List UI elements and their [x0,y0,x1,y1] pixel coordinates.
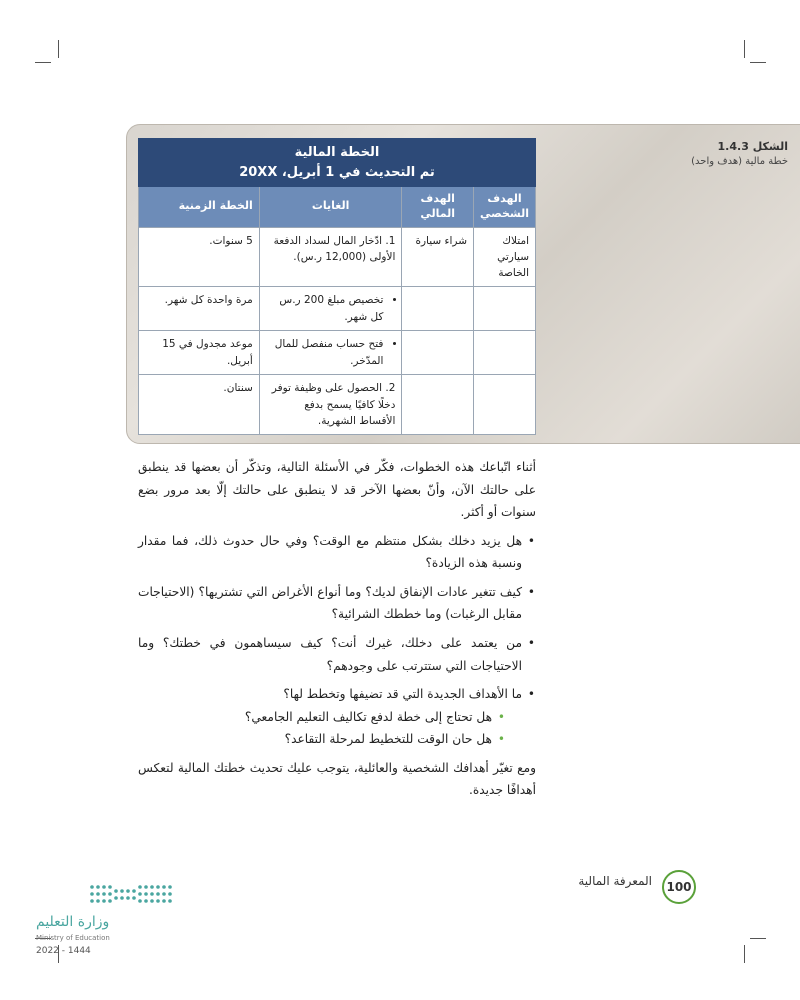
cell-timeline: مرة واحدة كل شهر. [139,287,260,331]
figure-description: خطة مالية (هدف واحد) [691,156,788,167]
cell-timeline: 5 سنوات. [139,227,260,287]
ministry-name-english: Ministry of Education [36,934,110,942]
question-item [138,683,522,751]
header-timeline: الخطة الزمنية [139,187,260,228]
book-title: المعرفة المالية [578,874,652,888]
header-financial-goal: الهدف المالي [402,187,474,228]
cell-financial-goal [402,287,474,331]
crop-mark [750,62,766,63]
sub-question-list [138,706,522,751]
table-row [139,227,536,287]
body-text [138,456,536,808]
header-objectives: الغايات [259,187,402,228]
cell-financial-goal: شراء سيارة [402,227,474,287]
financial-plan-table [138,138,536,435]
question-text: ما الأهداف الجديدة التي قد تضيفها وتخطط لها؟ [283,687,522,702]
objective-bullet: • فتح حساب منفصل للمال المدّخر. [266,336,384,369]
cell-financial-goal [402,375,474,435]
header-personal-goal: الهدف الشخصي [474,187,536,228]
question-item: • كيف تتغير عادات الإنفاق لديك؟ وما أنواع الأغراض التي تشتريها؟ (الاحتياجات مقابل الرغبات) وما خططك الشرائية؟ [138,581,522,626]
cell-personal-goal [474,375,536,435]
cell-personal-goal [474,331,536,375]
objective-bullet: • تخصيص مبلغ 200 ر.س كل شهر. [266,292,384,325]
cell-financial-goal [402,331,474,375]
crop-mark [744,945,745,963]
table-row [139,331,536,375]
ministry-name-arabic: وزارة التعليم [36,914,110,930]
crop-mark [750,938,766,939]
crop-mark [58,40,59,58]
question-item: • من يعتمد على دخلك، غيرك أنت؟ كيف سيساهمون في خطتك؟ وما الاحتياجات التي ستترتب على وجودهم؟ [138,632,522,677]
cell-personal-goal [474,287,536,331]
cell-objective: 1. ادّخار المال لسداد الدفعة الأولى (12,000 ر.س). [259,227,402,287]
closing-paragraph: ومع تغيّر أهدافك الشخصية والعائلية، يتوجب عليك تحديث خطتك المالية لتعكس أهدافًا جديدة. [138,760,536,798]
sub-question-item: • هل حان الوقت للتخطيط لمرحلة التقاعد؟ [138,728,492,751]
figure-caption [548,140,788,167]
question-list [138,530,536,751]
figure-number: الشكل 1.4.3 [717,140,788,153]
ministry-logo-icon [88,883,178,911]
page-number: 100 [662,870,696,904]
cell-personal-goal: امتلاك سيارتي الخاصة [474,227,536,287]
crop-mark [35,62,51,63]
table-title: الخطة المالية تم التحديث في 1 أبريل، 20XX [139,139,536,187]
cell-objective [259,331,402,375]
cell-timeline: موعد مجدول في 15 أبريل. [139,331,260,375]
table-row [139,375,536,435]
edition-year: 2022 - 1444 [36,946,91,956]
table-row [139,287,536,331]
intro-paragraph: أثناء اتّباعك هذه الخطوات، فكّر في الأسئلة التالية، وتذكّر أن بعضها قد ينطبق على حالتك الآن، وأنّ بعضها الآخر قد لا ينطبق على حالتك إلّا بعد مرور بضع سنوات أو أكثر. [138,460,536,520]
cell-objective [259,287,402,331]
cell-objective: 2. الحصول على وظيفة توفر دخلًا كافيًا يسمح بدفع الأقساط الشهرية. [259,375,402,435]
sub-question-item: • هل تحتاج إلى خطة لدفع تكاليف التعليم الجامعي؟ [138,706,492,729]
question-item: • هل يزيد دخلك بشكل منتظم مع الوقت؟ وفي حال حدوث ذلك، فما مقدار ونسبة هذه الزيادة؟ [138,530,522,575]
cell-timeline: سنتان. [139,375,260,435]
crop-mark [744,40,745,58]
